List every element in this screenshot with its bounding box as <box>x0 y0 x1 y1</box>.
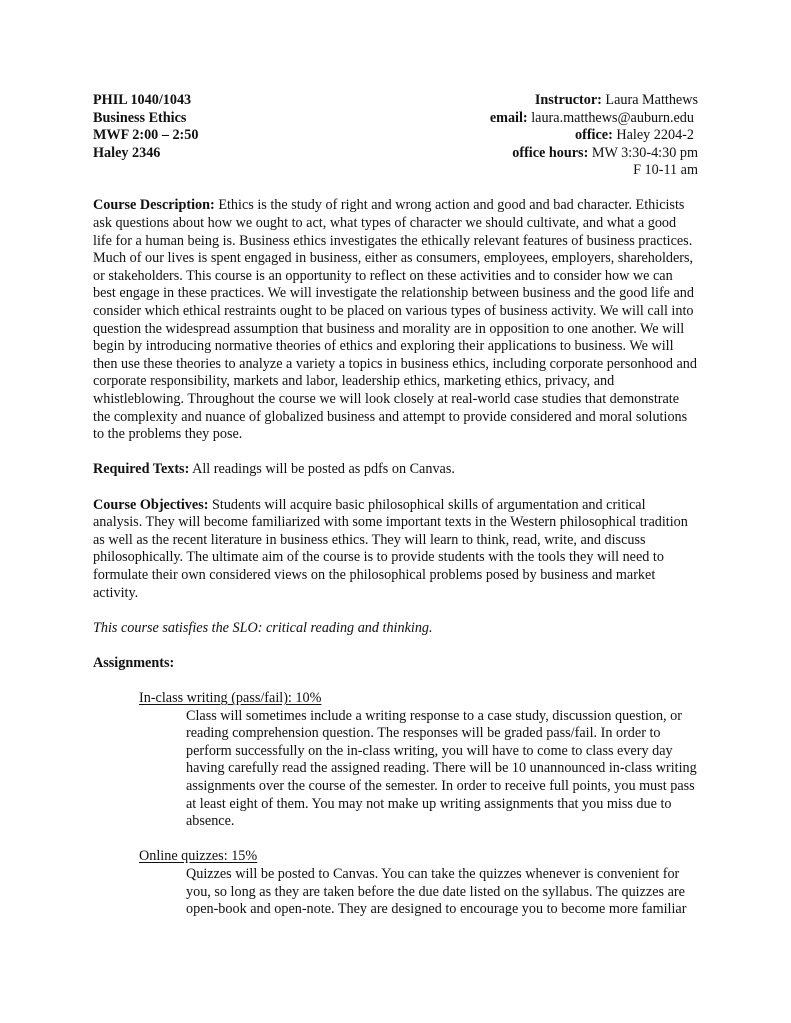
course-objectives-label: Course Objectives: <box>93 496 209 513</box>
course-code: PHIL 1040/1043 <box>93 92 192 108</box>
office-label: office: <box>575 127 613 144</box>
assignments-heading: Assignments: <box>93 654 175 671</box>
required-texts-text: All readings will be posted as pdfs on Canvas. <box>189 461 455 478</box>
instructor-line <box>490 92 698 110</box>
assignment-title: In-class writing (pass/fail): 10% <box>139 690 322 707</box>
required-texts <box>93 461 698 479</box>
office-location: Haley 2204-2 <box>612 127 694 144</box>
course-description-text: Ethics is the study of right and wrong action and good and bad character. Ethicists ask questions about how we ought to act, what types of character we should cultivate, and what a good life for a human being is. Business ethics investigates the ethically relevant features of business practices. Much of our lives is spent engaged in business, either as consumers, employees, employers, shareholders, or stakeholders. This course is an opportunity to reflect on these activities and to consider how we can best engage in these practices. We will investigate the relationship between business and the good life and consider which ethical restraints ought to be placed on various types of business activity. We will call into question the widespread assumption that business and morality are in opposition to one another. We will begin by introducing normative theories of ethics and exploring their applications to business. We will then use these theories to analyze a variety a topics in business ethics, including corporate personhood and corporate responsibility, markets and labor, leadership ethics, marketing ethics, privacy, and whistleblowing. Throughout the course we will look closely at real-world case studies that demonstrate the complexity and nuance of globalized business and attempt to provide considered and moral solutions to the problems they pose. <box>93 197 697 443</box>
required-texts-label: Required Texts: <box>93 461 190 478</box>
assignment-in-class-writing <box>93 690 698 831</box>
course-description <box>93 197 698 443</box>
email-address: laura.matthews@auburn.edu <box>527 109 694 126</box>
office-hours-label: office hours: <box>512 144 589 161</box>
email-line <box>490 110 698 128</box>
email-label: email: <box>489 109 528 126</box>
office-hours-line-2: F 10-11 am <box>633 162 698 179</box>
office-hours-value: MW 3:30-4:30 pm <box>588 144 698 161</box>
assignment-body: Class will sometimes include a writing response to a case study, discussion question, or reading comprehension question. The responses will be graded pass/fail. In order to perform successfully on the in-class writing, you will have to come to class every day having carefully read the assigned reading. There will be 10 unannounced in-class writing assignments over the course of the semester. In order to receive full points, you must pass at least eight of them. You may not make up writing assignments that you miss due to absence. <box>186 707 697 830</box>
course-objectives-text: Students will acquire basic philosophical skills of argumentation and critical analysis. They will become familiarized with some important texts in the Western philosophical tradition as well as the recent literature in business ethics. They will learn to think, read, write, and discuss philosophically. The ultimate aim of the course is to provide students with the tools they will need to formulate their own considered views on the philosophical problems posed by business and market activity. <box>93 496 688 601</box>
course-description-label: Course Description: <box>93 197 215 214</box>
syllabus-page <box>93 92 698 919</box>
syllabus-header <box>93 92 698 180</box>
instructor-name: Laura Matthews <box>601 92 698 108</box>
instructor-info <box>490 92 698 180</box>
course-objectives <box>93 497 698 603</box>
assignment-online-quizzes <box>93 848 698 918</box>
course-schedule: MWF 2:00 – 2:50 <box>93 127 199 144</box>
office-hours-line <box>490 145 698 163</box>
assignment-body: Quizzes will be posted to Canvas. You can take the quizzes whenever is convenient for you, so long as they are taken before the due date listed on the syllabus. The quizzes are open-book and open-note. They are designed to encourage you to become more familiar <box>186 866 687 918</box>
assignment-title: Online quizzes: 15% <box>139 848 258 865</box>
office-line <box>490 127 698 145</box>
course-room: Haley 2346 <box>93 144 161 161</box>
instructor-label: Instructor: <box>534 92 602 108</box>
course-title: Business Ethics <box>93 109 187 126</box>
slo-note: This course satisfies the SLO: critical reading and thinking. <box>93 619 433 636</box>
course-info <box>93 92 198 162</box>
